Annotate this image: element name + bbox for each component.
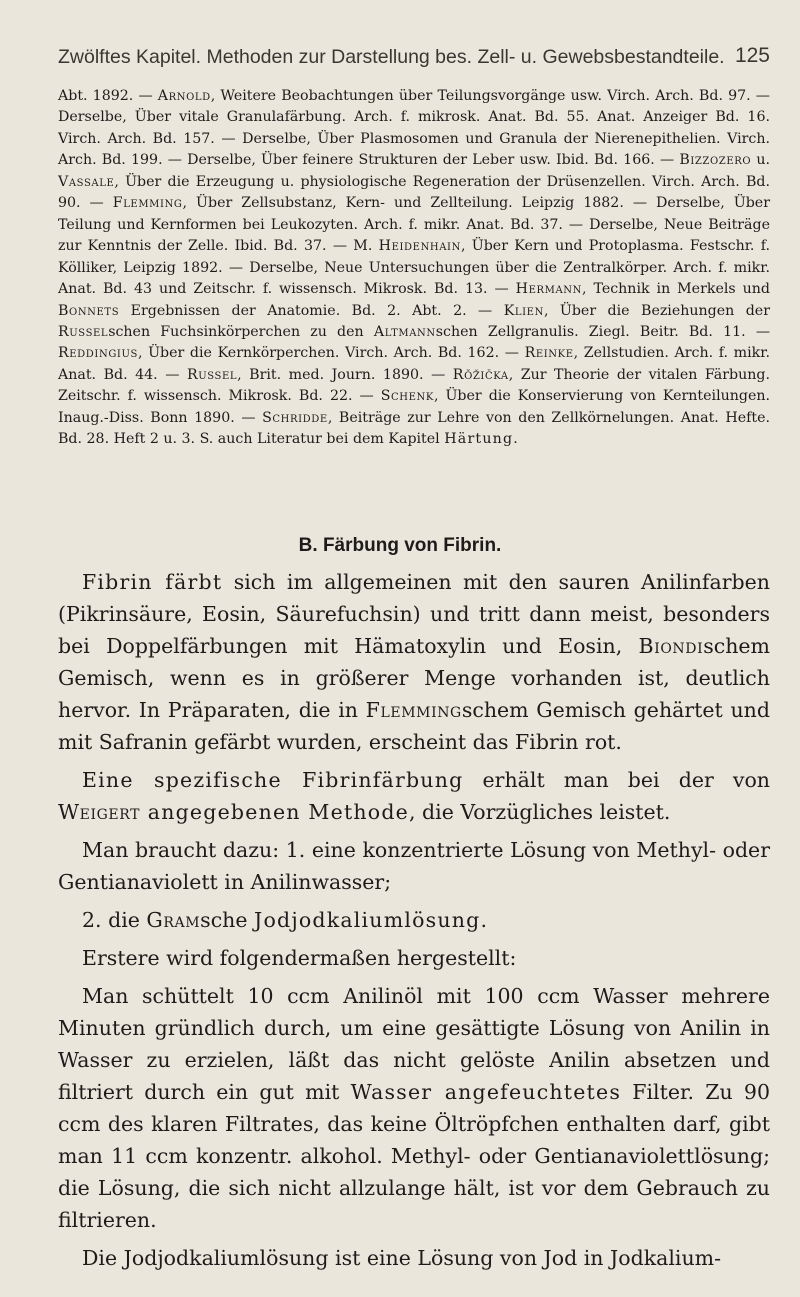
author-name: Bizzozero xyxy=(679,152,752,169)
text-run: Man braucht dazu: 1. eine konzentrierte Lösung von Methyl- oder Gentianaviolett in Anilinwasser; xyxy=(58,838,770,894)
page-number: 125 xyxy=(734,44,770,67)
text-run: Abt. 1892. — xyxy=(58,88,158,104)
author-name: Klien xyxy=(503,302,544,319)
text-run: u. xyxy=(751,152,770,169)
text-run: , Brit. med. Journ. 1890. — xyxy=(237,366,453,383)
author-name: Arnold xyxy=(157,88,211,104)
text-run: sche xyxy=(200,908,255,932)
text-run: , Über die Erzeugung u. physiologische Regeneration der Drüsenzellen. Virch. Arch. Bd. 90. — xyxy=(58,173,770,212)
body-text xyxy=(58,566,770,1274)
author-name: Heidenhain xyxy=(378,238,461,255)
text-run: 2. die xyxy=(82,908,147,932)
body-paragraph xyxy=(58,904,770,936)
author-name: Hermann xyxy=(515,281,582,298)
author-name: Schenk xyxy=(380,388,434,405)
chapter-title: Zwölftes Kapitel. Methoden zur Darstellung bes. Zell- u. Gewebsbestandteile. xyxy=(58,46,725,68)
text-run: , Über die Beziehungen der xyxy=(543,302,770,319)
author-name: Russel xyxy=(58,323,109,340)
text-run: , Beiträge zur Lehre von den Zellkörnelungen. Anat. Hefte. Bd. 28. Heft 2 u. 3. S. auch Literatur bei dem Kapitel xyxy=(58,409,771,448)
text-run: schem Gemisch gehärtet und mit Safranin gefärbt wurden, erscheint das Fibrin rot. xyxy=(58,698,770,754)
author-name: Rŏžička xyxy=(452,366,509,383)
text-run: . xyxy=(513,431,518,448)
text-run: schen Zellgranulis. Ziegl. Beitr. Bd. 11. — xyxy=(435,323,771,340)
body-paragraph xyxy=(58,834,770,898)
text-run: , Technik in Merkels und xyxy=(582,281,770,298)
running-header xyxy=(58,46,770,76)
text-run: Erstere wird folgendermaßen hergestellt: xyxy=(82,946,517,970)
author-name: Reinke xyxy=(524,345,574,362)
emphasized-text: Wasser angefeuchtetes xyxy=(350,1080,622,1104)
text-run: schem Gemisch, wenn es in größerer Menge vorhanden ist, deutlich hervor. In Präparaten, die in xyxy=(58,634,770,722)
emphasized-text: Eine spezifische Fibrinfärbung xyxy=(82,768,464,792)
text-run: Die Jodjodkaliumlösung ist eine Lösung von Jod in Jodkalium- xyxy=(82,1246,722,1270)
text-run: , Weitere Beobachtungen über Teilungsvorgänge usw. Virch. Arch. Bd. 97. — Derselbe, Über vitale Granulafärbung. Arch. f. mikrosk. Anat. Bd. 55. Anat. Anzeiger Bd. 16. Virch. Arch. Bd. 157. — Derselbe, Über Plasmosomen und Granula der Nierenepithelien. Virch. Arch. Bd. 199. — Derselbe, Über feinere Strukturen der Leber usw. Ibid. Bd. 166. — xyxy=(58,88,770,169)
text-run: erhält man bei der von xyxy=(463,768,770,792)
text-run: Man schüttelt 10 ccm Anilinöl mit 100 ccm Wasser mehrere Minuten gründlich durch, um eine gesättigte Lösung von Anilin in Wasser zu erzielen, läßt das nicht gelöste Anilin absetzen und filtriert durch ein gut mit xyxy=(58,984,770,1104)
text-run: , Über Zellsubstanz, Kern- und Zellteilung. Leipzig 1882. — Derselbe, Über Teilung und Kernformen bei Leukozyten. Arch. f. mikr. Anat. Bd. 37. — Derselbe, Neue Beiträge zur Kenntnis der Zelle. Ibid. Bd. 37. — M. xyxy=(58,195,770,255)
emphasized-text: Fibrin färbt xyxy=(82,570,223,594)
text-run: Ergebnissen der Anatomie. Bd. 2. Abt. 2. — xyxy=(119,302,504,319)
section-heading: B. Färbung von Fibrin. xyxy=(298,535,502,556)
author-name: Flemming xyxy=(365,698,462,722)
emphasized-text: angegebenen Methode xyxy=(140,800,409,824)
text-run: sich im allgemeinen mit den sauren Anilinfarben (Pikrinsäure, Eosin, Säurefuchsin) und tritt dann meist, besonders bei Doppelfärbungen mit Hämatoxylin und Eosin, xyxy=(58,570,770,658)
author-name: Flemming xyxy=(112,195,183,212)
body-paragraph xyxy=(58,980,770,1236)
author-name: Gram xyxy=(146,908,201,932)
author-name: Biondi xyxy=(638,634,704,658)
body-paragraph xyxy=(58,764,770,828)
author-name: Bonnets xyxy=(58,302,120,319)
body-paragraph xyxy=(58,942,770,974)
text-run: . xyxy=(480,908,488,932)
text-run: schen Fuchsinkörperchen zu den xyxy=(108,323,374,340)
bibliography-block xyxy=(58,86,770,451)
author-name: Reddingius xyxy=(58,345,138,362)
text-run: , die Vorzügliches leistet. xyxy=(408,800,671,824)
author-name: Vassale xyxy=(58,173,115,190)
bibliography-paragraph xyxy=(58,86,770,451)
text-run: , Zellstudien. Arch. f. mikr. Anat. Bd. 44. — xyxy=(58,345,771,383)
text-run: , Zur Theorie der vitalen Färbung. Zeitschr. f. wissensch. Mikrosk. Bd. 22. — xyxy=(58,366,770,405)
author-name: Russel xyxy=(186,366,238,383)
author-name: Altmann xyxy=(373,323,436,340)
text-run: , Über die Kernkörperchen. Virch. Arch. Bd. 162. — xyxy=(137,345,525,362)
text-run: Filter. Zu 90 ccm des klaren Filtrates, das keine Öltröpfchen enthalten darf, gibt man 11 ccm konzentr. alkohol. Methyl- oder Gentianaviolettlösung; die Lösung, die sich nicht allzulange hält, ist vor dem Gebrauch zu filtrieren. xyxy=(58,1080,771,1232)
emphasized-text: Härtung xyxy=(444,431,514,448)
body-paragraph xyxy=(58,1242,770,1274)
author-name: Weigert xyxy=(58,800,141,824)
emphasized-text: Jodjodkaliumlösung xyxy=(254,908,481,932)
author-name: Schridde xyxy=(262,409,328,426)
body-paragraph xyxy=(58,566,770,758)
text-run: , Über Kern und Protoplasma. Festschr. f. Kölliker, Leipzig 1892. — Derselbe, Neue Untersuchungen über die Zentralkörper. Arch. f. mikr. Anat. Bd. 43 und Zeitschr. f. wissensch. Mikrosk. Bd. 13. — xyxy=(58,238,770,298)
text-run: , Über die Konservierung von Kernteilungen. Inaug.-Diss. Bonn 1890. — xyxy=(58,388,771,426)
